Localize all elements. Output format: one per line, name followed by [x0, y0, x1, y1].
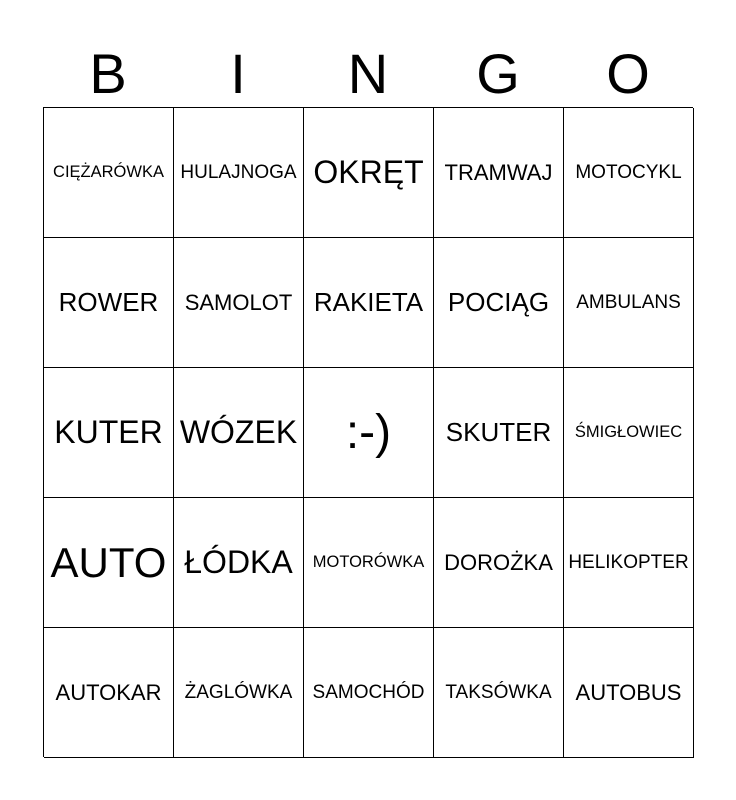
bingo-cell[interactable]: CIĘŻARÓWKA: [44, 108, 174, 238]
bingo-cell[interactable]: MOTOCYKL: [564, 108, 694, 238]
bingo-cell[interactable]: AUTOKAR: [44, 628, 174, 758]
header-letter-b: B: [89, 42, 127, 105]
bingo-cell[interactable]: ŻAGLÓWKA: [174, 628, 304, 758]
header-letter-n: N: [347, 42, 389, 105]
bingo-cell[interactable]: ROWER: [44, 238, 174, 368]
bingo-cell[interactable]: SAMOCHÓD: [304, 628, 434, 758]
bingo-cell[interactable]: SAMOLOT: [174, 238, 304, 368]
bingo-cell[interactable]: WÓZEK: [174, 368, 304, 498]
bingo-cell[interactable]: DOROŻKA: [434, 498, 564, 628]
free-space-cell[interactable]: :-): [304, 368, 434, 498]
bingo-cell[interactable]: AUTO: [44, 498, 174, 628]
bingo-cell[interactable]: POCIĄG: [434, 238, 564, 368]
header-letter-g: G: [476, 42, 520, 105]
bingo-cell[interactable]: OKRĘT: [304, 108, 434, 238]
bingo-cell[interactable]: AUTOBUS: [564, 628, 694, 758]
bingo-cell[interactable]: RAKIETA: [304, 238, 434, 368]
header-letter-i: I: [230, 42, 246, 105]
bingo-cell[interactable]: HULAJNOGA: [174, 108, 304, 238]
bingo-cell[interactable]: HELIKOPTER: [564, 498, 694, 628]
bingo-cell[interactable]: AMBULANS: [564, 238, 694, 368]
bingo-cell[interactable]: MOTORÓWKA: [304, 498, 434, 628]
header-letter-o: O: [606, 42, 650, 105]
bingo-grid: [43, 107, 693, 757]
bingo-cell[interactable]: TRAMWAJ: [434, 108, 564, 238]
bingo-cell[interactable]: ŁÓDKA: [174, 498, 304, 628]
bingo-cell[interactable]: SKUTER: [434, 368, 564, 498]
bingo-cell[interactable]: ŚMIGŁOWIEC: [564, 368, 694, 498]
bingo-cell[interactable]: KUTER: [44, 368, 174, 498]
bingo-header: [43, 40, 693, 108]
bingo-cell[interactable]: TAKSÓWKA: [434, 628, 564, 758]
